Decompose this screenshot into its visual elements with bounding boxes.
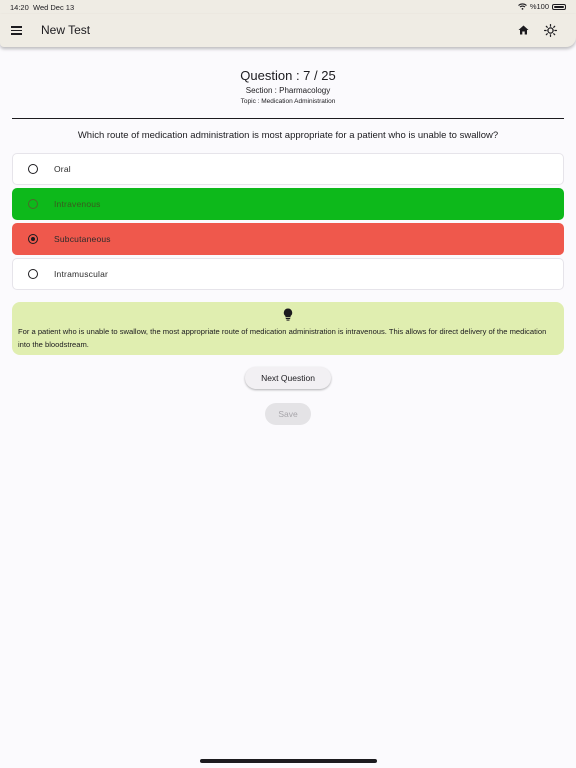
option-label: Intramuscular bbox=[54, 269, 109, 279]
menu-icon[interactable] bbox=[11, 26, 22, 35]
status-time: 14:20 bbox=[10, 3, 29, 12]
option-subcutaneous[interactable] bbox=[12, 223, 564, 255]
status-indicators bbox=[518, 2, 566, 11]
option-oral[interactable] bbox=[12, 153, 564, 185]
question-section: Section : Pharmacology bbox=[245, 86, 331, 95]
question-topic: Topic : Medication Administration bbox=[240, 98, 336, 105]
radio-button[interactable] bbox=[28, 164, 38, 174]
option-label: Intravenous bbox=[54, 199, 101, 209]
home-indicator[interactable] bbox=[200, 759, 377, 763]
battery-icon bbox=[552, 4, 566, 10]
home-icon[interactable] bbox=[518, 25, 529, 35]
status-bar bbox=[0, 0, 576, 14]
question-number: Question : 7 / 25 bbox=[240, 68, 336, 83]
next-question-button[interactable]: Next Question bbox=[245, 367, 331, 389]
status-date: Wed Dec 13 bbox=[33, 3, 75, 12]
radio-button[interactable] bbox=[28, 199, 38, 209]
question-text: Which route of medication administration is most appropriate for a patient who is unable to swallow? bbox=[77, 130, 499, 141]
battery-percentage: %100 bbox=[529, 2, 549, 11]
option-intramuscular[interactable] bbox=[12, 258, 564, 290]
wifi-icon bbox=[518, 3, 527, 10]
brightness-icon[interactable] bbox=[544, 24, 557, 37]
explanation-text: For a patient who is unable to swallow, the most appropriate route of medication administration is intravenous. This allows for direct delivery of the medication into the bloodstream. bbox=[18, 327, 547, 349]
option-label: Oral bbox=[54, 164, 71, 174]
explanation-box bbox=[12, 302, 564, 355]
app-bar bbox=[0, 14, 576, 47]
page-title: New Test bbox=[41, 23, 91, 37]
radio-button-selected[interactable] bbox=[28, 234, 38, 244]
save-button[interactable]: Save bbox=[265, 403, 311, 425]
option-label: Subcutaneous bbox=[54, 234, 111, 244]
lightbulb-icon bbox=[283, 308, 293, 321]
question-header bbox=[0, 68, 576, 105]
radio-button[interactable] bbox=[28, 269, 38, 279]
option-intravenous[interactable] bbox=[12, 188, 564, 220]
divider bbox=[12, 118, 564, 119]
